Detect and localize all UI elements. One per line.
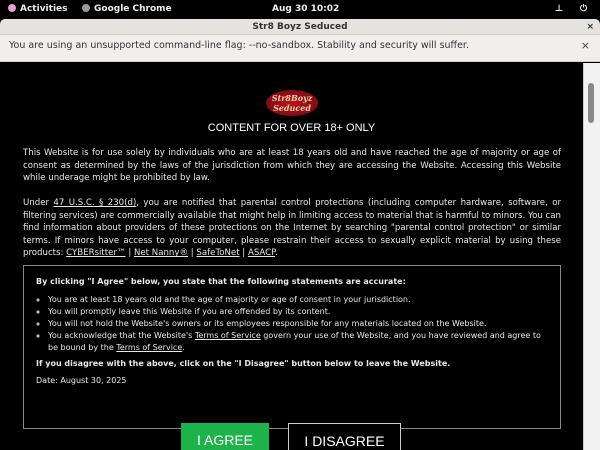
activities-button[interactable] [8,4,68,14]
period: . [275,248,278,259]
window-close-button[interactable]: × [586,22,594,32]
warning-infobar [0,35,600,62]
netnanny-link[interactable]: Net Nanny® [133,248,189,259]
activities-icon [8,4,16,12]
scrollbar[interactable] [583,63,600,450]
sep: | [188,248,197,259]
asacp-link[interactable]: ASACP [247,248,276,259]
window-title: Str8 Boyz Seduced [252,22,348,32]
activities-label: Activities [20,4,68,14]
text: , you are notified that parental control protections (including computer hardware, software, or filtering services) are commercially available that might help in limiting access to material that is harmful to minors. You can find information about providers of these protections on the Internet by searching "parental control protection" or similar terms. If minors have access to your computer, please restrain their access to sexually explicit material by using these products: [23,198,561,259]
statement-list [48,294,548,354]
statement-item [48,330,548,354]
safetonet-link[interactable]: SafeToNet [196,248,240,259]
chrome-icon [82,4,90,12]
period: . [182,343,185,352]
sep: | [239,248,248,259]
text: You acknowledge that the Website's [48,331,195,340]
site-logo: Str8Boyz Seduced [266,90,318,116]
system-top-bar [0,0,600,19]
text: Under [23,198,54,208]
app-menu[interactable] [82,4,172,14]
network-icon[interactable]: ⊥ [555,4,564,14]
page-heading: CONTENT FOR OVER 18+ ONLY [207,122,376,134]
disagree-note: If you disagree with the above, click on the "I Disagree" button below to leave the Website. [36,359,451,368]
scrollbar-thumb[interactable] [588,83,594,123]
text: govern your use of the Website, and you have reviewed and agree to be bound by the [48,331,541,352]
age-gate-page [0,63,583,450]
power-icon[interactable]: ⏻ [580,4,588,14]
clock[interactable]: Aug 30 10:02 [272,4,340,14]
tos-link[interactable]: Terms of Service [194,331,261,340]
infobar-close-button[interactable]: × [580,39,590,52]
statement-item: ◦ You will not hold the Website's owners or its employees responsible for any materials located on the Website. [48,318,548,330]
agreement-box [23,265,561,429]
cybersitter-link[interactable]: CYBERsitter™ [66,248,126,259]
infobar-text: You are using an unsupported command-line flag: --no-sandbox. Stability and security will suffer. [9,40,469,51]
tos-link[interactable]: Terms of Service [116,343,183,352]
statement-item: ◦ You will promptly leave this Website if you are offended by its content. [48,306,548,318]
sep: | [125,248,134,259]
usc-link[interactable]: 47 U.S.C. § 230(d) [53,198,137,208]
window-title-bar [0,19,600,35]
disagree-button[interactable]: I DISAGREE [288,423,401,450]
agree-button[interactable]: I AGREE [181,423,269,450]
age-notice: This Website is for use solely by individuals who are at least 18 years old and have reached the age of majority or age of consent as determined by the laws of the jurisdiction from which they are accessing the Website. Accessing this Website while underage might be prohibited by law. [23,148,561,184]
agreement-intro: By clicking "I Agree" below, you state that the following statements are accurate: [36,277,406,286]
app-label: Google Chrome [94,4,172,14]
parental-control-notice [23,197,561,260]
date-text: Date: August 30, 2025 [36,376,127,385]
statement-item: ◦ You are at least 18 years old and the age of majority or age of consent in your jurisdiction. [48,294,548,306]
